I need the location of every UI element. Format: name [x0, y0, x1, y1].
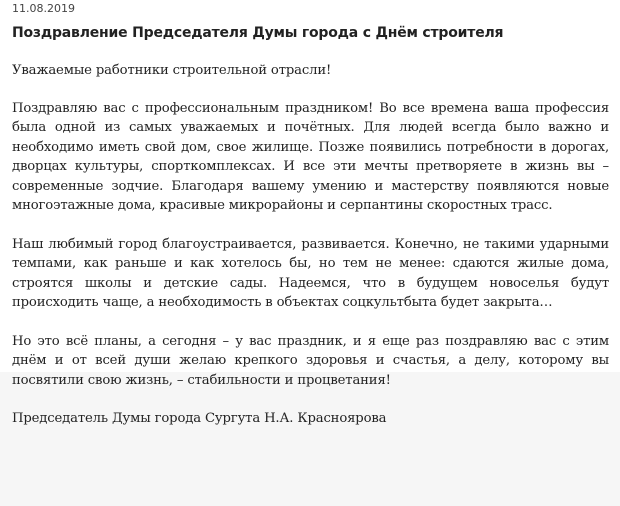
article-paragraph: Но это всё планы, а сегодня – у вас праздник, и я еще раз поздравляю вас с этим днём и от всей души желаю крепкого здоровья и счастья, а делу, которому вы посвятили свою жизнь, – стабильности и процветания! [12, 333, 609, 388]
publication-date: 11.08.2019 [12, 2, 75, 15]
article-paragraph: Наш любимый город благоустраивается, развивается. Конечно, не такими ударными темпами, как раньше и как хотелось бы, но тем не менее: сдаются жилые дома, строятся школы и детские сады. Надеемся, что в будущем новоселья будут происходить чаще, а необходимость в объектах соцкультбыта будет закрыта… [12, 236, 609, 310]
article-title: Поздравление Председателя Думы города с Днём строителя [12, 25, 504, 41]
greeting-line: Уважаемые работники строительной отрасли! [12, 63, 332, 78]
article-paragraph: Поздравляю вас с профессиональным праздником! Во все времена ваша профессия была одной из самых уважаемых и почётных. Для людей всегда было важно и необходимо иметь свой дом, свое жилище. Позже появились потребности в дорогах, дворцах культуры, спорткомплексах. И все эти мечты претворяете в жизнь вы – современные зодчие. Благодаря вашему умению и мастерству появляются новые многоэтажные дома, красивые микрорайоны и серпантины скоростных трасс. [12, 100, 609, 213]
signature-line: Председатель Думы города Сургута Н.А. Краснояровa [12, 411, 387, 426]
